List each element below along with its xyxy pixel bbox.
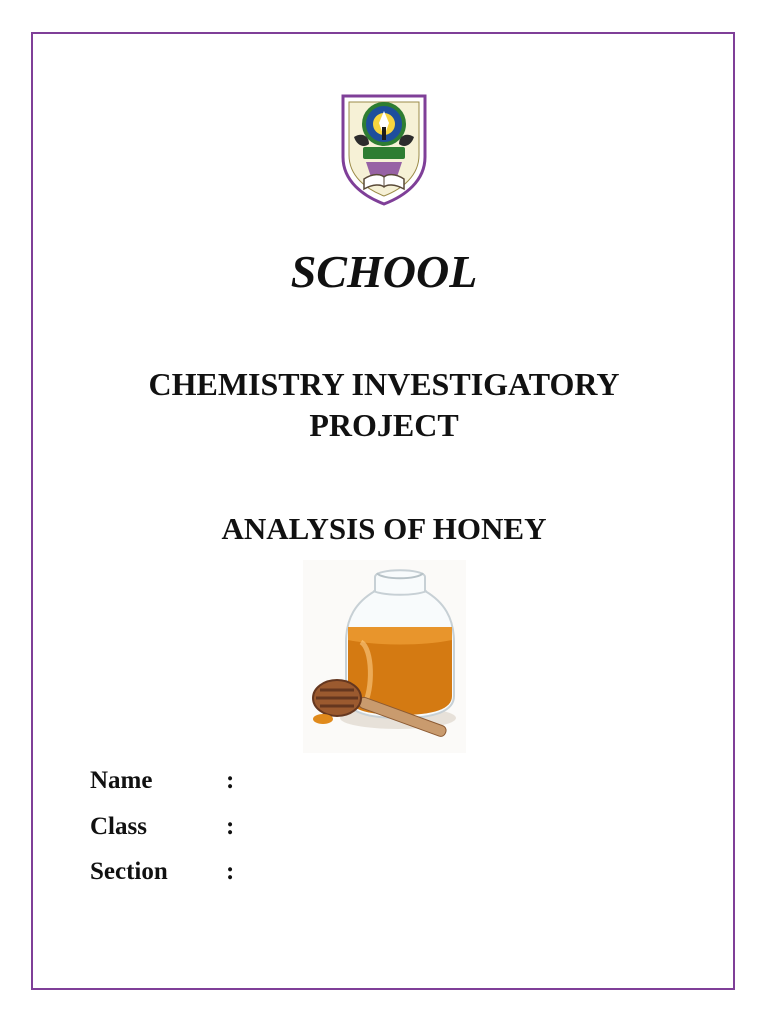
class-label: Class [90, 813, 147, 840]
honey-jar-with-dipper-icon [303, 560, 466, 753]
name-colon: : [226, 767, 235, 794]
name-label: Name [90, 767, 153, 794]
project-title-line-1: CHEMISTRY INVESTIGATORY [148, 366, 620, 402]
project-title-line-2: PROJECT [309, 407, 459, 443]
section-label: Section [90, 858, 168, 885]
section-colon: : [226, 858, 235, 885]
class-colon: : [226, 813, 235, 840]
school-title: SCHOOL [290, 246, 478, 297]
topic-title: ANALYSIS OF HONEY [221, 511, 547, 546]
school-crest-icon [339, 93, 429, 207]
